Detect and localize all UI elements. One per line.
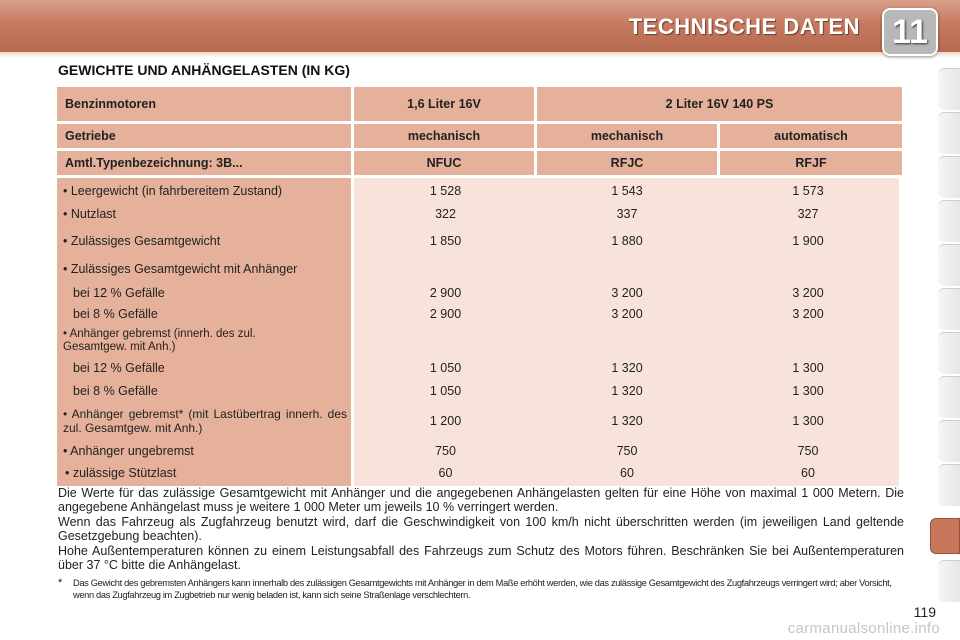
table-row-label: • Nutzlast	[63, 207, 117, 221]
table-cell: 1 050	[429, 361, 462, 375]
side-tab[interactable]	[938, 560, 960, 602]
type-label: Amtl.Typenbezeichnung: 3B...	[57, 151, 351, 175]
table-row	[354, 379, 899, 402]
gearbox-header-row	[57, 124, 902, 148]
table-cell: 1 880	[611, 234, 643, 248]
side-tab[interactable]	[938, 112, 960, 154]
table-row-label: bei 12 % Gefälle	[73, 285, 165, 300]
side-tab[interactable]	[938, 200, 960, 242]
chapter-side-tabs	[934, 68, 960, 628]
engine-header-row	[57, 87, 902, 121]
table-row-label: • Zulässiges Gesamtgewicht mit Anhänger	[63, 262, 298, 276]
engine-2: 2 Liter 16V 140 PS	[537, 87, 902, 121]
table-cell: 3 200	[611, 285, 643, 300]
table-row	[354, 202, 899, 226]
table-cell: 3 200	[792, 307, 824, 321]
table-cell: 750	[435, 444, 456, 458]
table-row-label: • Zulässiges Gesamtgewicht	[63, 234, 221, 248]
table-row-label: • Leergewicht (in fahrbereitem Zustand)	[63, 184, 283, 198]
table-row	[354, 325, 899, 357]
gearbox-value: automatisch	[720, 124, 902, 148]
table-row-label: • zulässige Stützlast	[65, 466, 177, 480]
type-value: RFJC	[537, 151, 717, 175]
table-row	[354, 462, 899, 484]
table-cell: 1 300	[792, 414, 824, 428]
table-cell: 1 320	[611, 361, 643, 375]
table-cell: 1 320	[611, 414, 643, 428]
side-tab[interactable]	[938, 420, 960, 462]
header-fade	[0, 52, 960, 58]
footnote-marker: *	[58, 577, 62, 589]
table-cell: 1 573	[792, 184, 824, 198]
paragraph-temperature-note: Hohe Außentemperaturen können zu einem Leistungsabfall des Fahrzeugs zum Schutz des Motors führen. Beschränken Sie bei Außentemperaturen über 37 °C bitte die Anhängelast.	[58, 544, 904, 572]
table-row	[354, 180, 899, 202]
row-values-column	[354, 178, 899, 486]
footnote-text: Das Gewicht des gebremsten Anhängers kann innerhalb des zulässigen Gesamtgewichts mit Anhänger in dem Maße erhöht werden, wie das zulässige Gesamtgewicht des Zugfahrzeugs verringert wird; aber Vorsicht, wenn das Zugfahrzeug im Zugbetrieb nur wenig beladen ist, kann sich seine Straßenlage verschlechtern.	[73, 578, 892, 600]
row-labels-column	[57, 178, 351, 486]
side-tab-active[interactable]	[930, 518, 960, 554]
table-row	[354, 402, 899, 440]
table-cell: 750	[797, 444, 819, 458]
side-tab[interactable]	[938, 156, 960, 198]
table-cell: 750	[616, 444, 638, 458]
table-row-label: bei 12 % Gefälle	[73, 361, 165, 375]
table-cell: 1 050	[429, 383, 462, 398]
table-cell: 2 900	[429, 307, 462, 321]
table-row	[354, 226, 899, 256]
table-row-label: • Anhänger gebremst* (mit Lastübertrag innerh. des zul. Gesamtgew. mit Anh.)	[63, 407, 347, 435]
table-cell: 60	[620, 466, 634, 480]
gearbox-value: mechanisch	[354, 124, 534, 148]
table-row	[354, 303, 899, 325]
side-tab[interactable]	[938, 244, 960, 286]
type-header-row	[57, 151, 902, 175]
table-body	[57, 178, 902, 486]
type-value: NFUC	[354, 151, 534, 175]
table-cell: 322	[435, 207, 456, 221]
table-cell: 60	[801, 466, 815, 480]
table-cell: 3 200	[792, 285, 824, 300]
paragraph-speed-note: Wenn das Fahrzeug als Zugfahrzeug benutzt wird, darf die Geschwindigkeit von 100 km/h nicht überschritten werden (im jeweiligen Land geltende Gesetzgebung beachten).	[58, 515, 904, 543]
chapter-number-badge	[882, 8, 938, 56]
table-cell: 1 543	[611, 184, 643, 198]
chapter-number: 11	[892, 12, 928, 51]
table-cell: 1 850	[429, 234, 462, 248]
table-row-label: • Anhänger gebremst (innerh. des zul. Gesamtgew. mit Anh.)	[63, 328, 256, 353]
side-tab[interactable]	[938, 376, 960, 418]
engine-label: Benzinmotoren	[57, 87, 351, 121]
table-cell: 1 900	[792, 234, 824, 248]
engine-1: 1,6 Liter 16V	[354, 87, 534, 121]
table-row	[354, 282, 899, 303]
page-number: 119	[913, 604, 936, 620]
section-title: GEWICHTE UND ANHÄNGELASTEN (IN KG)	[58, 62, 350, 78]
footnote	[58, 577, 904, 601]
table-cell: 1 528	[429, 184, 462, 198]
watermark: carmanualsonline.info	[787, 620, 940, 637]
side-tab[interactable]	[938, 464, 960, 506]
table-cell: 1 320	[611, 383, 643, 398]
paragraph-altitude-note: Die Werte für das zulässige Gesamtgewicht mit Anhänger und die angegebenen Anhängelasten gelten für eine Höhe von maximal 1 000 Metern. Die angegebene Anhängelast muss je weitere 1 000 Meter um jeweils 10 % verringert werden.	[58, 486, 904, 514]
side-tab[interactable]	[938, 68, 960, 110]
table-cell: 1 300	[792, 361, 824, 375]
table-row	[354, 256, 899, 282]
table-row	[354, 357, 899, 379]
table-cell: 2 900	[429, 285, 462, 300]
chapter-title: TECHNISCHE DATEN	[628, 14, 860, 39]
type-value: RFJF	[720, 151, 902, 175]
side-tab[interactable]	[938, 332, 960, 374]
table-cell: 337	[616, 207, 638, 221]
table-row	[354, 440, 899, 462]
gearbox-value: mechanisch	[537, 124, 717, 148]
table-row-label: bei 8 % Gefälle	[73, 307, 158, 321]
weights-table	[57, 87, 902, 486]
table-cell: 327	[797, 207, 819, 221]
table-cell: 3 200	[611, 307, 643, 321]
side-tab[interactable]	[938, 288, 960, 330]
table-cell: 1 300	[792, 383, 824, 398]
gearbox-label: Getriebe	[57, 124, 351, 148]
table-row-label: bei 8 % Gefälle	[73, 383, 158, 398]
table-row-label: • Anhänger ungebremst	[63, 444, 194, 458]
table-cell: 1 200	[429, 414, 462, 428]
table-cell: 60	[438, 466, 453, 480]
